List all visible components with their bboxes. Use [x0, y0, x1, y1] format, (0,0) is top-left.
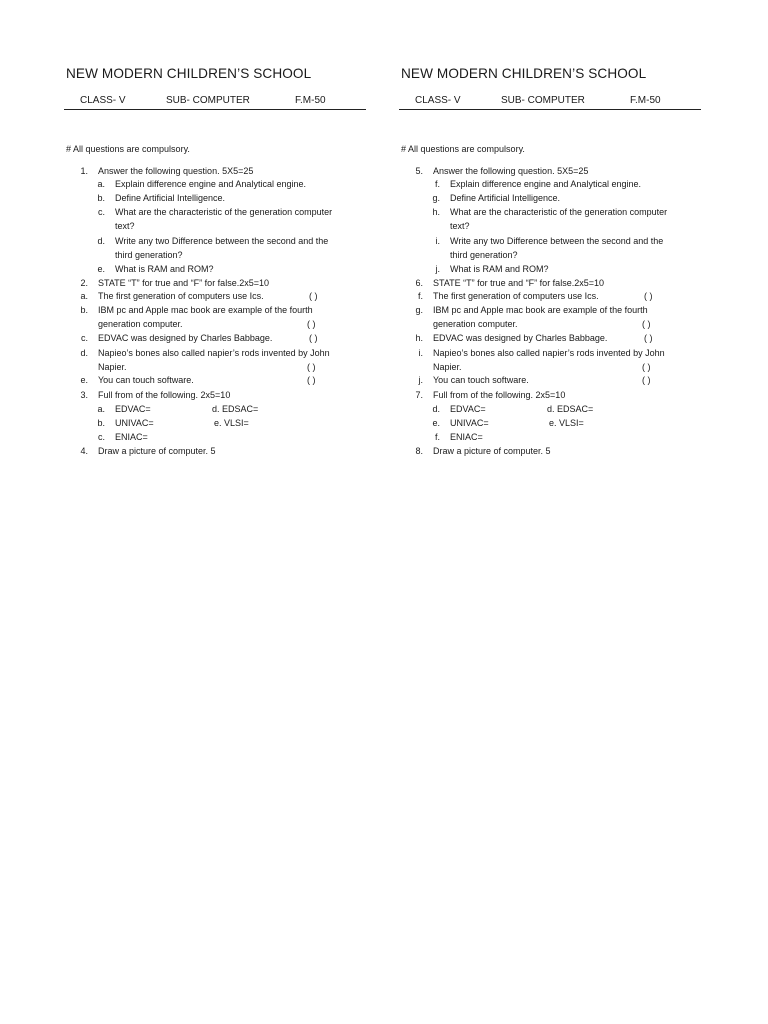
answer-bracket: ( ) [307, 375, 316, 385]
answer-bracket: ( ) [644, 291, 653, 301]
school-title: NEW MODERN CHILDREN’S SCHOOL [401, 66, 647, 81]
question-text: Answer the following question. 5X5=25 [98, 166, 254, 176]
answer-bracket: ( ) [309, 291, 318, 301]
answer-bracket: ( ) [307, 362, 316, 372]
answer-bracket: ( ) [642, 319, 651, 329]
instruction-note: # All questions are compulsory. [401, 144, 525, 154]
exam-copy-left: NEW MODERN CHILDREN’S SCHOOL CLASS- V SUB- COMPUTER F.M-50 # All questions are compulsory. 1. Answer the following question. 5X5=25 a. Explain difference engine and Analytical engine. b. Define Artificial Intelligence. c. What are the characteristic of the generation computer text? d. Write any two Difference between the second and the third generation? e. What is RAM and ROM? 2. STATE “T” for true and “F” for false.2x5=10 a. The first generation of computers use Ics. ( ) b. IBM pc and Apple mac book are example of the fourth generation computer. ( ) c. EDVAC was designed by Charles Babbage. ( ) d. Napieo’s bones also called napier’s rods invented by John Napier. ( ) e. You can touch software. ( ) 3. Full from of the following. 2x5=10 a. EDVAC= d. EDSAC= b. UNIVAC= e. VLSI= c. ENIAC= 4. Draw a picture of computer. 5 [64, 0, 368, 480]
school-title: NEW MODERN CHILDREN’S SCHOOL [66, 66, 312, 81]
subject-label: SUB- COMPUTER [501, 95, 585, 106]
question-text: Answer the following question. 5X5=25 [433, 166, 589, 176]
full-marks-label: F.M-50 [295, 95, 326, 106]
paper-header-row [399, 94, 701, 110]
question-number: 5. [415, 166, 423, 176]
answer-bracket: ( ) [644, 333, 653, 343]
exam-copy-right: NEW MODERN CHILDREN’S SCHOOL CLASS- V SUB- COMPUTER F.M-50 # All questions are compulsory. 5. Answer the following question. 5X5=25 f. Explain difference engine and Analytical engine. g. Define Artificial Intelligence. h. What are the characteristic of the generation computer text? i. Write any two Difference between the second and the third generation? j. What is RAM and ROM? 6. STATE “T” for true and “F” for false.2x5=10 f. The first generation of computers use Ics. ( ) g. IBM pc and Apple mac book are example of the fourth generation computer. ( ) h. EDVAC was designed by Charles Babbage. ( ) i. Napieo’s bones also called napier’s rods invented by John Napier. ( ) j. You can touch software. ( ) 7. Full from of the following. 2x5=10 d. EDVAC= d. EDSAC= e. UNIVAC= e. VLSI= f. ENIAC= 8. Draw a picture of computer. 5 [399, 0, 703, 480]
answer-bracket: ( ) [307, 319, 316, 329]
paper-header-row [64, 94, 366, 110]
answer-bracket: ( ) [309, 333, 318, 343]
full-marks-label: F.M-50 [630, 95, 661, 106]
class-label: CLASS- V [80, 95, 126, 106]
class-label: CLASS- V [415, 95, 461, 106]
answer-bracket: ( ) [642, 375, 651, 385]
question-number: 1. [80, 166, 88, 176]
answer-bracket: ( ) [642, 362, 651, 372]
subject-label: SUB- COMPUTER [166, 95, 250, 106]
instruction-note: # All questions are compulsory. [66, 144, 190, 154]
